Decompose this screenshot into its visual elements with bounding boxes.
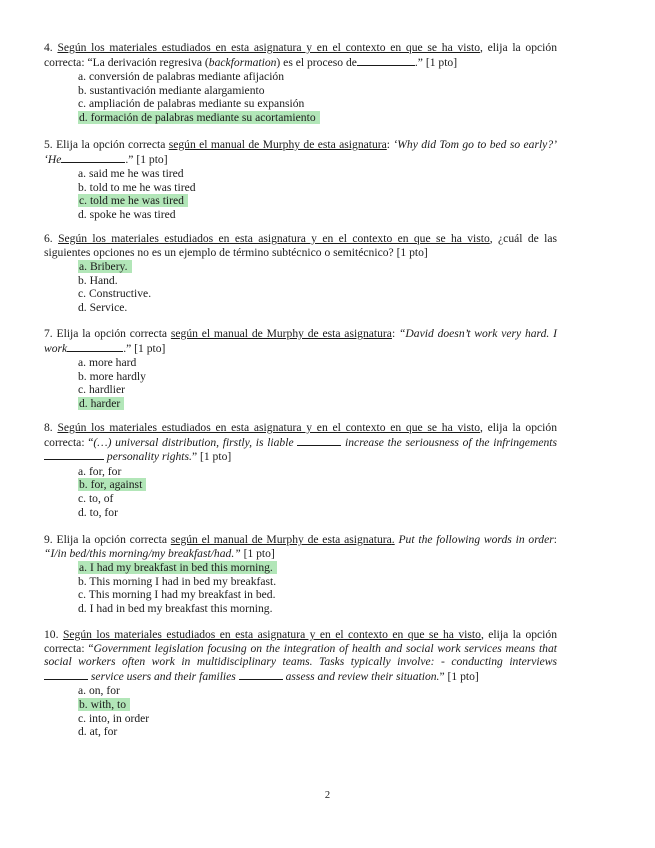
question-5-stem: 5. Elija la opción correcta según el manual de Murphy de esta asignatura: ‘Why did Tom go to bed so early?’ ‘He .” [1 pto] — [44, 138, 557, 166]
question-9-options — [78, 561, 557, 615]
option-8a[interactable]: a. for, for — [78, 464, 122, 478]
option-4c[interactable]: c. ampliación de palabras mediante su expansión — [78, 97, 305, 111]
option-6c[interactable]: c. Constructive. — [78, 287, 152, 301]
question-9 — [44, 533, 557, 616]
option-4a[interactable]: a. conversión de palabras mediante afijación — [78, 70, 285, 84]
correct-answer-highlight: b. for, against — [78, 478, 146, 491]
option-5c[interactable] — [78, 194, 557, 208]
question-6-options — [78, 260, 557, 314]
option-10a[interactable]: a. on, for — [78, 684, 120, 698]
correct-answer-highlight: d. formación de palabras mediante su acortamiento — [78, 111, 320, 124]
question-8-stem: 8. Según los materiales estudiados en esta asignatura y en el contexto en que se ha visto, elija la opción correcta: “(…) universal distribution, firstly, is liable increase the seriousness of the infringements personality rights.” [1 pto] — [44, 421, 557, 464]
question-4-stem: 4. Según los materiales estudiados en esta asignatura y en el contexto en que se ha visto, elija la opción correcta: “La derivación regresiva (backformation) es el proceso de .” [1 pto] — [44, 41, 557, 69]
question-4-options — [78, 70, 557, 124]
option-4d[interactable] — [78, 111, 557, 125]
option-10d[interactable]: d. at, for — [78, 725, 118, 739]
option-8d[interactable]: d. to, for — [78, 505, 118, 519]
option-8b[interactable] — [78, 478, 557, 492]
option-9d[interactable]: d. I had in bed my breakfast this morning. — [78, 601, 273, 615]
question-10-options — [78, 684, 557, 738]
question-10-stem: 10. Según los materiales estudiados en esta asignatura y en el contexto en que se ha visto, elija la opción correcta: “Government legislation focusing on the integration of health and social work services means that social workers often work in multidisciplinary teams. Tasks typically involve: - conducting interviews service users and their families assess and review their situation.” [1 pto] — [44, 628, 558, 683]
option-8c[interactable]: c. to, of — [78, 491, 114, 505]
question-5-options — [78, 167, 557, 221]
option-4b[interactable]: b. sustantivación mediante alargamiento — [78, 83, 265, 97]
correct-answer-highlight: b. with, to — [78, 698, 130, 711]
question-6-stem: 6. Según los materiales estudiados en esta asignatura y en el contexto en que se ha visto, ¿cuál de las siguientes opciones no es un ejemplo de término subtécnico o semitécnico? [1 pto] — [44, 232, 558, 259]
option-9c[interactable]: c. This morning I had my breakfast in bed. — [78, 588, 276, 602]
option-7a[interactable]: a. more hard — [78, 356, 137, 370]
question-6 — [44, 232, 557, 315]
option-5b[interactable]: b. told to me he was tired — [78, 180, 196, 194]
question-7-options — [78, 356, 557, 410]
question-9-stem: 9. Elija la opción correcta según el manual de Murphy de esta asignatura. Put the following words in order: “I/in bed/this morning/my breakfast/had.” [1 pto] — [44, 533, 557, 560]
option-6a[interactable] — [78, 260, 557, 274]
option-9b[interactable]: b. This morning I had in bed my breakfast. — [78, 574, 277, 588]
correct-answer-highlight: c. told me he was tired — [78, 194, 188, 207]
option-7b[interactable]: b. more hardly — [78, 369, 146, 383]
page-number: 2 — [324, 790, 331, 801]
correct-answer-highlight: d. harder — [78, 397, 124, 410]
option-6b[interactable]: b. Hand. — [78, 273, 118, 287]
question-10 — [44, 628, 557, 739]
question-8-options — [78, 465, 557, 519]
correct-answer-highlight: a. Bribery. — [78, 260, 132, 273]
option-5a[interactable]: a. said me he was tired — [78, 167, 184, 181]
question-5 — [44, 138, 557, 222]
option-7d[interactable] — [78, 397, 557, 411]
question-8 — [44, 421, 557, 519]
option-10c[interactable]: c. into, in order — [78, 711, 150, 725]
option-10b[interactable] — [78, 698, 557, 712]
question-4 — [44, 41, 557, 125]
option-5d[interactable]: d. spoke he was tired — [78, 207, 176, 221]
option-9a[interactable] — [78, 561, 557, 575]
option-7c[interactable]: c. hardlier — [78, 383, 125, 397]
question-7-stem: 7. Elija la opción correcta según el manual de Murphy de esta asignatura: “David doesn’t work very hard. I work .” [1 pto] — [44, 327, 557, 355]
option-6d[interactable]: d. Service. — [78, 300, 128, 314]
question-7 — [44, 327, 557, 411]
correct-answer-highlight: a. I had my breakfast in bed this morning. — [78, 561, 277, 574]
